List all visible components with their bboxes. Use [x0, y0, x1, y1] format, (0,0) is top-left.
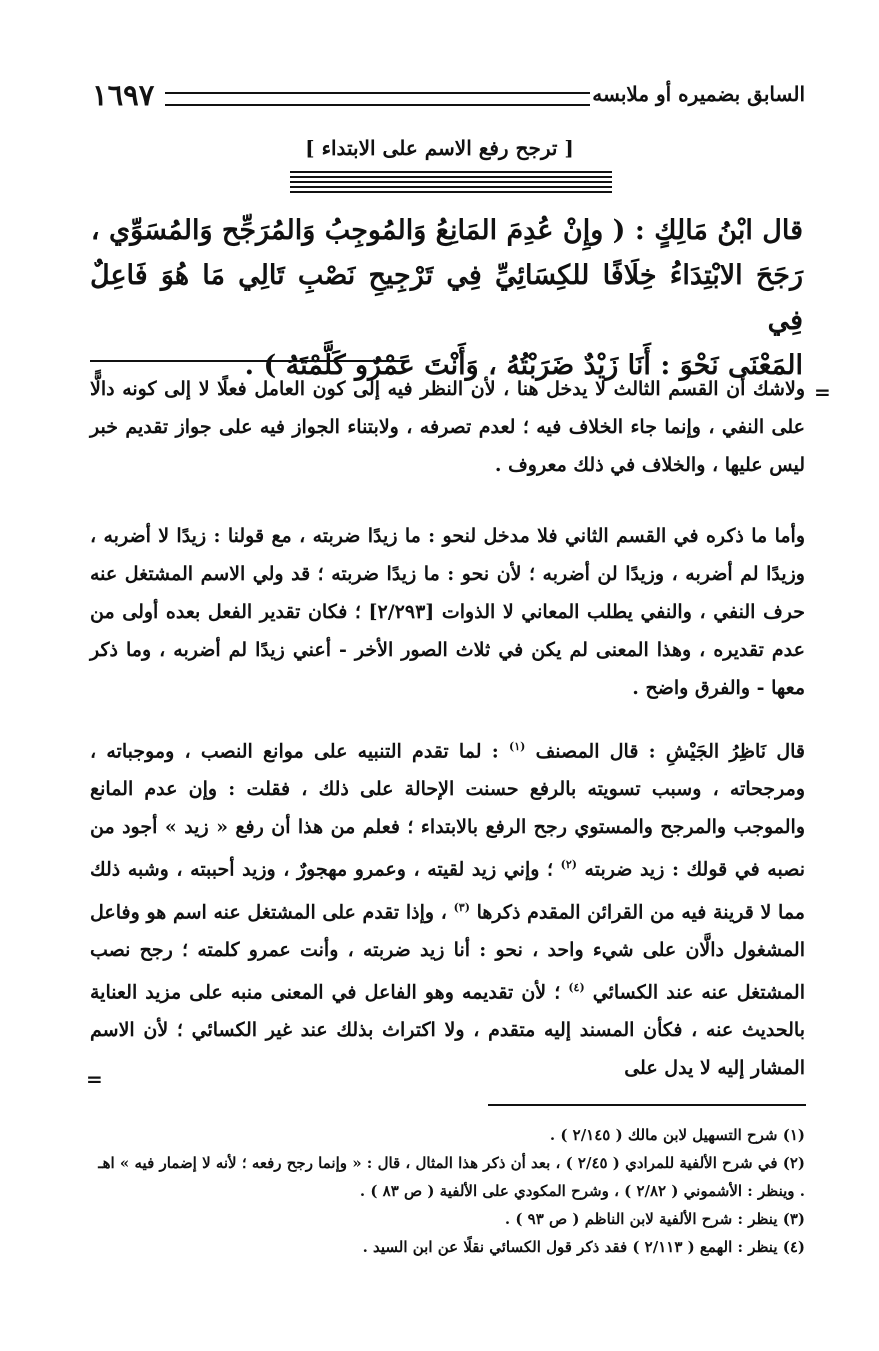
footnote-separator-rule [488, 1104, 806, 1106]
footnote-ref-3[interactable]: (٣) [453, 900, 470, 914]
para3-text-a: : لما تقدم التنبيه على موانع النصب ، وموجباته ، ومرجحاته ، وسبب تسويته بالرفع حسنت الإحالة على ذلك ، فقلت : وإن عدم المانع والموجب والمرجح والمستوي رجح الرفع بالابتداء ؛ فعلم من هذا أن رفع « زيد » أجود من نصبه في قولك : زيد ضربته [90, 740, 805, 881]
footnote-1: (١) شرح التسهيل لابن مالك ( ٢/١٤٥ ) . [549, 1126, 805, 1144]
footnote-2: (٢) في شرح الألفية للمرادي ( ٢/٤٥ ) ، بعد أن ذكر هذا المثال ، قال : « وإنما رجح رفعه ؛ لأنه لا إضمار فيه » اهـ . وينظر : الأشموني ( ٢/٨٢ ) ، وشرح المكودي على الألفية ( ص ٨٣ ) . [98, 1154, 805, 1200]
header-double-rule [165, 92, 590, 106]
continuation-marker-bottom: = [86, 1067, 103, 1091]
footnotes [90, 1121, 805, 1261]
section-heading-wrap [0, 136, 879, 160]
matn-line: قال ابْنُ مَالِكٍ : ( وإِنْ عُدِمَ المَانِعُ وَالمُوجِبُ وَالمُرَجِّح وَالمُسَوِّي ، [90, 215, 803, 246]
para3-text-d: ؛ لأن تقديمه وهو الفاعل في المعنى منبه على مزيد العناية بالحديث عنه ، فكأن المسند إليه متقدم ، ولا اكتراث بذلك عند غير الكسائي ؛ لأن الاسم المشار إليه لا يدل على [90, 981, 805, 1080]
matn-line: المَعْنَى نَحْوَ : أَنَا زَيْدٌ ضَرَبْتُهُ ، وَأَنْتَ عَمْرٌو كَلَّمْتَهُ ) . [244, 350, 803, 381]
para3-text-c: ، وإذا تقدم على المشتغل عنه اسم هو وفاعل المشغول دالَّان على شيء واحد ، نحو : أنا زيد ضربته ، وأنت عمرو كلمته ؛ رجح نصب المشتغل عنه عند الكسائي [90, 900, 805, 1004]
commentary-paragraph-2: وأما ما ذكره في القسم الثاني فلا مدخل لنحو : ما زيدًا ضربته ، مع قولنا : زيدًا لا أضربه ، وزيدًا لم أضربه ، وزيدًا لن أضربه ؛ لأن نحو : ما زيدًا ضربته ؛ قد ولي الاسم المشتغل عنه حرف النفي ، والنفي يطلب المعاني لا الذوات [٢/٢٩٣] ؛ فكان تقدير الفعل بعده أولى من عدم تقديره ، وهذا المعنى لم يكن في ثلاث الصور الأخر - أعني زيدًا لم أضربه ، وما ذكر معها - والفرق واضح . [90, 525, 805, 699]
footnote-ref-1[interactable]: (١) [508, 740, 526, 753]
footnote-3: (٣) ينظر : شرح الألفية لابن الناظم ( ص ٩٣ ) . [504, 1210, 805, 1228]
para3-intro: قال نَاظِرُ الجَيْشِ : قال المصنف [535, 740, 805, 763]
para3-text-b: ؛ وإني زيد لقيته ، وعمرو مهجورٌ ، وزيد أحببته ، وشبه ذلك مما لا قرينة فيه من القرائن المقدم ذكرها [90, 858, 805, 923]
running-header [92, 78, 805, 118]
commentary-paragraph-1: ولاشك أن القسم الثالث لا يدخل هنا ، لأن النظر فيه إلى كون العامل فعلًا لا إلى كونه دالًّا على النفي ، وإنما جاء الخلاف فيه ؛ لعدم تصرفه ، ولابتناء الجواز فيه على جواز تقديم خبر ليس عليها ، والخلاف في ذلك معروف . [90, 378, 805, 476]
commentary-paragraph-3 [90, 728, 805, 1087]
matn-separator-rule [90, 360, 408, 362]
heading-ornament-rules [290, 171, 612, 195]
running-title: السابق بضميره أو ملابسه [592, 82, 805, 106]
continuation-marker-top: = [814, 380, 831, 404]
matn-line: رَجَحَ الابْتِدَاءُ خِلَافًا للكِسَائِيِّ فِي تَرْجِيحِ نَصْبِ تَالِي مَا هُوَ فَاعِلٌ فِي [90, 260, 803, 336]
footnote-4: (٤) ينظر : الهمع ( ٢/١١٣ ) فقد ذكر قول الكسائي نقلًا عن ابن السيد . [362, 1238, 805, 1256]
footnote-ref-4[interactable]: (٤) [568, 980, 585, 994]
page-number: ١٦٩٧ [92, 78, 155, 112]
section-heading: [ ترجح رفع الاسم على الابتداء ] [305, 136, 574, 160]
footnote-ref-2[interactable]: (٢) [560, 858, 577, 872]
